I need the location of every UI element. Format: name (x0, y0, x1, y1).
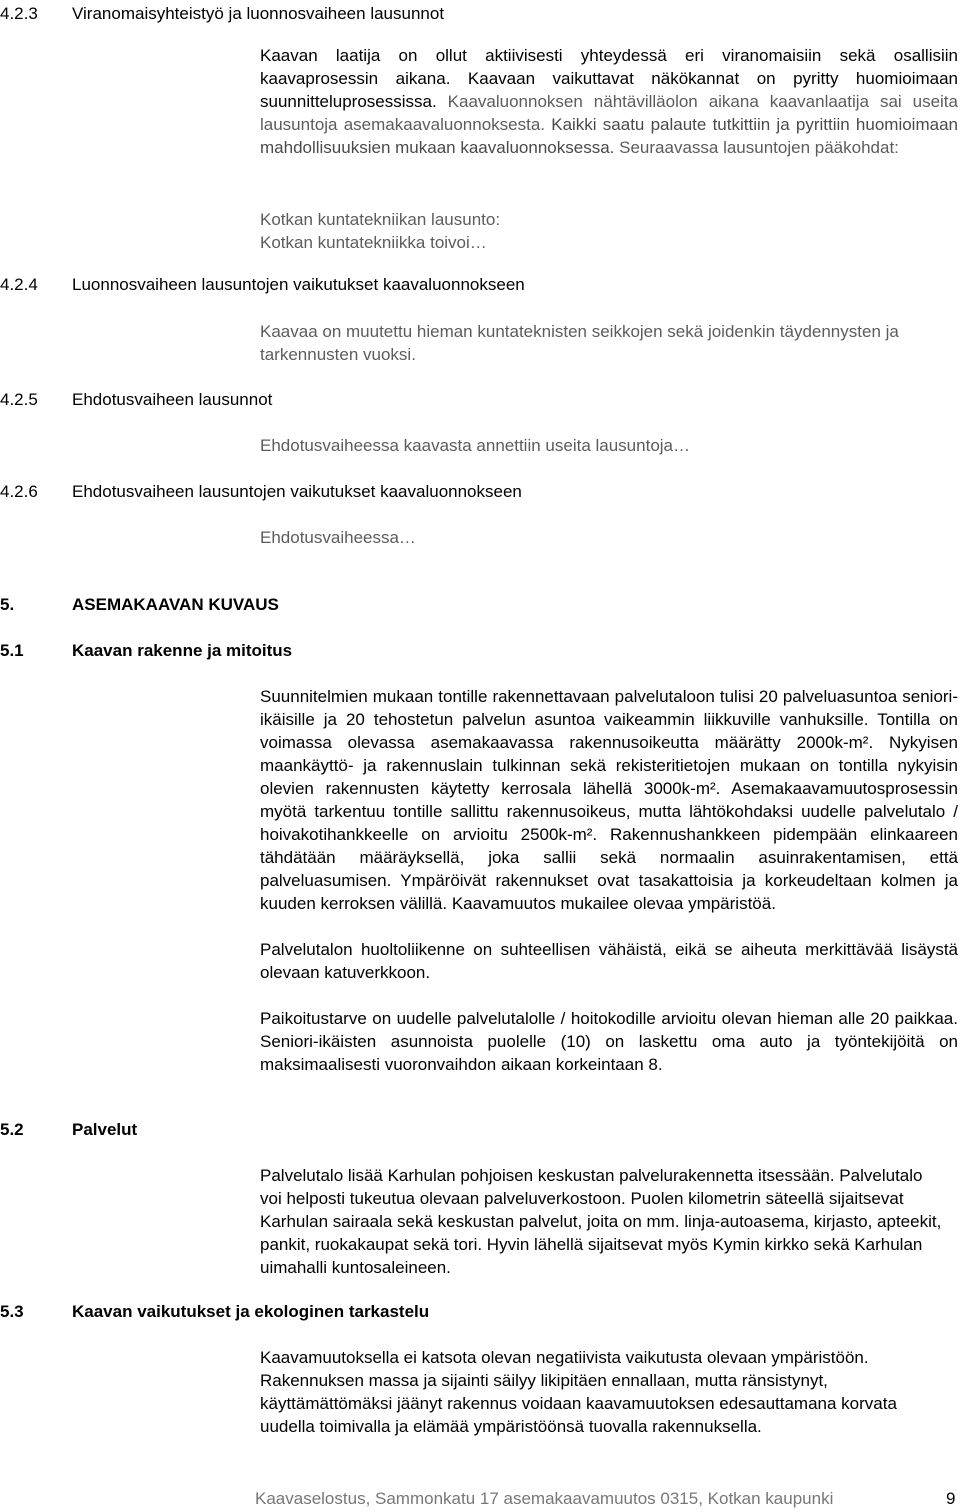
heading-title: Palvelut (72, 1120, 138, 1139)
section-5-3-body (260, 1346, 950, 1438)
paragraph: Kaavaa on muutettu hieman kuntateknisten seikkojen sekä joidenkin täydennysten ja tarkennusten vuoksi. (260, 322, 899, 364)
paragraph: Palvelutalo lisää Karhulan pohjoisen keskustan palvelurakennetta itsessään. Palvelutalo voi helposti tukeutua olevaan palveluverkostoon. Puolen kilometrin säteellä sijaitsevat Karhulan sairaala sekä keskustan palvelut, joita on mm. linja-autoasema, kirjasto, apteekit, pankit, ruokakaupat sekä tori. Hyvin lähellä sijaitsevat myös Kymin kirkko sekä Karhulan uimahalli kuntosaleineen. (260, 1166, 942, 1277)
heading-number: 4.2.5 (0, 390, 38, 409)
section-4-2-4-body (260, 320, 958, 366)
text-gray3: Seuraavassa lausuntojen pääkohdat: (619, 138, 899, 157)
section-4-2-6-body (260, 526, 958, 549)
heading-title: Ehdotusvaiheen lausuntojen vaikutukset kaavaluonnokseen (72, 482, 522, 501)
section-4-2-5-body (260, 434, 958, 457)
section-5-2-body (260, 1164, 946, 1279)
heading-4-2-4 (0, 273, 960, 296)
heading-number: 5.3 (0, 1302, 24, 1321)
paragraph: Paikoitustarve on uudelle palvelutalolle / hoitokodille arvioitu olevan hieman alle 20 paikkaa. Seniori-ikäisten asunnoista puolelle (10) on laskettu oma auto ja työntekijöitä on maksimaalisesti vuoronvaihdon aikaan korkeintaan 8. (260, 1009, 958, 1074)
paragraph: Kaavamuutoksella ei katsota olevan negatiivista vaikutusta olevaan ympäristöön. Rakennuksen massa ja sijainti säilyy likipitäen ennallaan, mutta ränsistynyt, käyttämättömäksi jäänyt rakennus voidaan kaavamuutoksen edesauttamana korvata uudella toimivalla ja elämää ympäristöönsä tuovalla rakennuksella. (260, 1348, 897, 1436)
heading-4-2-6 (0, 480, 960, 503)
heading-title: Ehdotusvaiheen lausunnot (72, 390, 273, 409)
statement-text: Kotkan kuntatekniikka toivoi… (260, 233, 487, 252)
heading-title: ASEMAKAAVAN KUVAUS (72, 595, 279, 614)
text-gray2: Kaikki saatu palaute tutkittiin ja pyrittiin huomioimaan mahdollisuuksien mukaan kaavaluonnoksessa. (260, 115, 958, 157)
paragraph (260, 44, 958, 159)
heading-title: Kaavan rakenne ja mitoitus (72, 641, 293, 660)
paragraph: Ehdotusvaiheessa kaavasta annettiin useita lausuntoja… (260, 436, 691, 455)
statement-title: Kotkan kuntatekniikan lausunto: (260, 210, 501, 229)
heading-number: 5. (0, 595, 15, 614)
heading-number: 4.2.6 (0, 482, 38, 501)
section-4-2-3-body (260, 44, 958, 159)
paragraph: Suunnitelmien mukaan tontille rakennettavaan palvelutaloon tulisi 20 palveluasuntoa seniori-ikäisille ja 20 tehostetun palvelun asuntoa vaikeammin liikkuville vanhuksille. Tontilla on voimassa olevassa asemakaavassa rakennusoikeutta määrätty 2000k-m². Nykyisen maankäyttö- ja rakennuslain tulkinnan sekä rekisteritietojen mukaan on tontilla nykyisin olevien rakennusten käytetty kerrosala lähellä 3000k-m². Asemakaavamuutosprosessin myötä tarkentuu tontille sallittu rakennusoikeus, mutta lähtökohdaksi uudelle palvelutalo / hoivakotihankkeelle on arvioitu 2500k-m². Rakennushankkeen pidempään elinkaareen tähdätään määräyksellä, joka sallii sekä normaalin asuinrakentamisen, että palveluasumisen. Ympäröivät rakennukset ovat tasakattoisia ja korkeudeltaan kolmen ja kuuden kerroksen välillä. Kaavamuutos mukailee olevaa ympäristöä. (260, 687, 958, 913)
heading-number: 4.2.3 (0, 4, 38, 23)
page-number: 9 (946, 1489, 956, 1508)
footer-text: Kaavaselostus, Sammonkatu 17 asemakaavamuutos 0315, Kotkan kaupunki (255, 1489, 834, 1508)
heading-title: Kaavan vaikutukset ja ekologinen tarkastelu (72, 1302, 430, 1321)
text-black: Kaavan laatija on ollut aktiivisesti yhteydessä eri viranomaisiin sekä osallisiin kaavaprosessin aikana. Kaavaan vaikuttavat näkökannat on pyritty huomioimaan suunnitteluprosessissa. (260, 46, 958, 111)
heading-5-3 (0, 1300, 960, 1323)
heading-4-2-3 (0, 2, 960, 25)
heading-number: 5.2 (0, 1120, 24, 1139)
heading-4-2-5 (0, 388, 960, 411)
heading-5-1 (0, 639, 960, 662)
heading-title: Viranomaisyhteistyö ja luonnosvaiheen lausunnot (72, 4, 445, 23)
text-gray: Kaavaluonnoksen nähtävilläolon aikana kaavanlaatija sai useita lausuntoja asemakaavaluonnoksesta. (260, 92, 958, 134)
section-5-1-body (260, 685, 958, 1076)
heading-number: 4.2.4 (0, 275, 38, 294)
heading-title: Luonnosvaiheen lausuntojen vaikutukset kaavaluonnokseen (72, 275, 525, 294)
heading-5 (0, 593, 960, 616)
heading-5-2 (0, 1118, 960, 1141)
paragraph: Ehdotusvaiheessa… (260, 528, 416, 547)
paragraph: Palvelutalon huoltoliikenne on suhteellisen vähäistä, eikä se aiheuta merkittävää lisäystä olevaan katuverkkoon. (260, 940, 958, 982)
section-4-2-3-statement (260, 208, 958, 254)
heading-number: 5.1 (0, 641, 24, 660)
